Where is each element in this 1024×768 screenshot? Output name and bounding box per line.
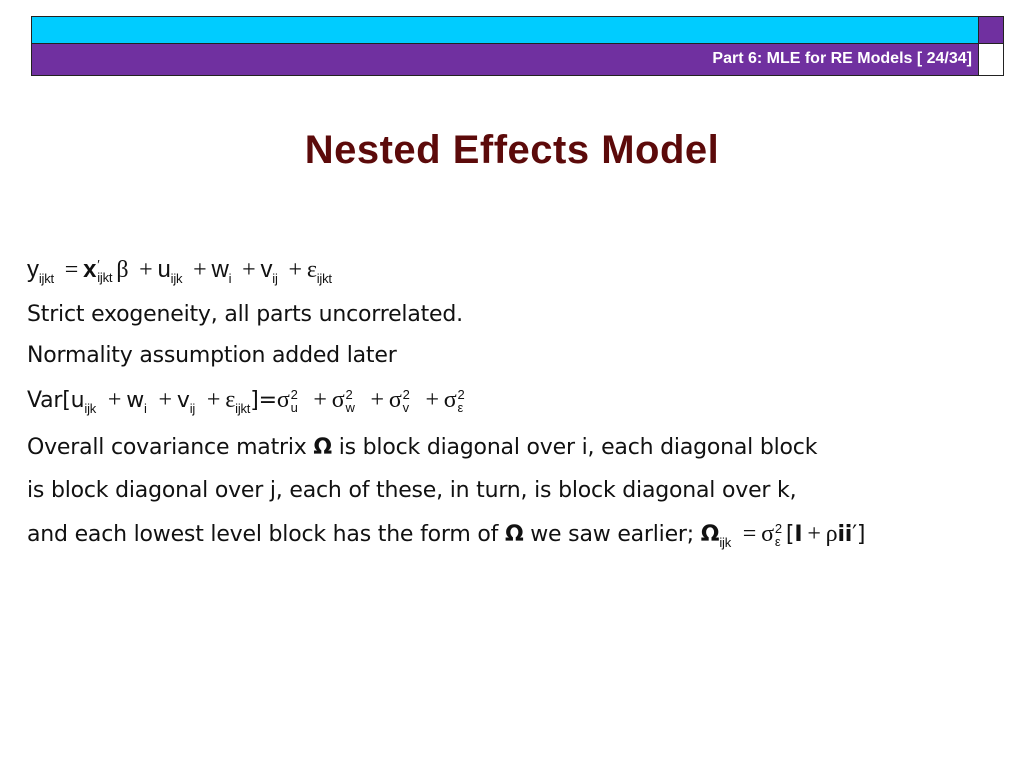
var-plus-2: + [158, 387, 172, 413]
var-sigma-3: σ [388, 387, 402, 413]
eq-x-scripts [97, 258, 112, 284]
var-w: w [126, 388, 145, 413]
var-plus-5: + [370, 387, 384, 413]
eq-epsilon-sub: ijkt [316, 271, 332, 286]
var-sigma-3-sub: v [402, 400, 409, 415]
omega-symbol: Ω [313, 435, 332, 460]
slide-title: Nested Effects Model [304, 128, 720, 172]
var-close: ]= [250, 388, 277, 413]
header-top-band [32, 17, 979, 44]
var-sigma-1: σ [276, 387, 290, 413]
line7-sigma-scripts [775, 522, 782, 548]
line7-sigma-sq: 2 [774, 521, 782, 536]
eq-u: u [157, 256, 171, 283]
line7-sigma: σ [761, 521, 774, 547]
line7-prime: ′ [852, 522, 857, 547]
eq-beta: β [116, 257, 129, 283]
text-block-diagonal: is block diagonal over j, each of these, in turn, is block diagonal over k, [27, 478, 797, 503]
rho-symbol: ρ [825, 521, 838, 547]
model-equation [27, 256, 332, 284]
var-sigma-1-sq: 2 [290, 387, 298, 402]
var-plus-6: + [425, 387, 439, 413]
line7-bracket-open: [ [785, 522, 795, 547]
slide-header [31, 16, 1004, 76]
var-sigma-4-sub: ε [457, 400, 464, 415]
header-bottom-band [32, 44, 979, 75]
var-plus-1: + [107, 387, 122, 413]
var-sigma-4-scripts [458, 388, 465, 414]
text-covariance-matrix [27, 435, 817, 460]
line7-bracket-close: ] [856, 522, 866, 547]
eq-plus-1: + [139, 257, 153, 283]
eq-x-prime: ′ [97, 257, 100, 273]
text-lowest-level-block [27, 521, 865, 548]
eq-w-sub: i [228, 271, 232, 286]
eq-plus-4: + [288, 257, 302, 283]
var-sigma-4: σ [443, 387, 457, 413]
header-slide-label: Part 6: MLE for RE Models [ 24/34] [712, 50, 972, 67]
eq-x-sub: ijkt [97, 270, 113, 286]
eq-y-sub: ijkt [38, 271, 54, 286]
var-sigma-2-sub: w [345, 400, 355, 415]
header-corner-block [979, 17, 1003, 44]
eq-w: w [211, 256, 229, 283]
eq-equals: = [64, 257, 79, 283]
omega-symbol-2: Ω [504, 522, 524, 547]
eq-epsilon: ε [306, 257, 317, 283]
var-sigma-1-sub: u [290, 400, 298, 415]
text-strict-exogeneity: Strict exogeneity, all parts uncorrelated. [27, 302, 463, 327]
line7-text-a: and each lowest level block has the form of [27, 522, 505, 547]
var-prefix: Var[u [27, 388, 85, 413]
var-sigma-2-scripts [346, 388, 355, 414]
var-v: v [176, 388, 190, 413]
eq-plus-3: + [242, 257, 256, 283]
var-sigma-4-sq: 2 [457, 387, 465, 402]
var-sigma-3-sq: 2 [402, 387, 410, 402]
text-normality: Normality assumption added later [27, 343, 397, 368]
var-u-sub: ijk [84, 401, 97, 416]
line7-sigma-sub: ε [774, 534, 781, 549]
var-sigma-3-scripts [403, 388, 410, 414]
line7-text-b: we saw earlier; [523, 522, 701, 547]
omega-symbol-3: Ω [700, 522, 720, 547]
header-corner-bottom [979, 44, 1003, 75]
eq-x: x [83, 256, 97, 283]
eq-u-sub: ijk [170, 271, 183, 286]
eq-y: y [27, 256, 39, 283]
var-plus-3: + [206, 387, 221, 413]
var-sigma-2-sq: 2 [345, 387, 353, 402]
line5-text-b: is block diagonal over i, each diagonal block [331, 435, 818, 460]
var-v-sub: ij [189, 401, 196, 416]
line7-plus: + [807, 521, 821, 547]
var-sigma-1-scripts [291, 388, 298, 414]
ones-vector: ii [837, 522, 853, 547]
eq-plus-2: + [193, 257, 207, 283]
var-w-sub: i [144, 401, 147, 416]
line5-text-a: Overall covariance matrix [27, 435, 314, 460]
var-plus-4: + [313, 387, 327, 413]
var-sigma-2: σ [331, 387, 345, 413]
variance-equation [27, 387, 469, 414]
line7-equals: = [742, 521, 757, 547]
var-epsilon: ε [225, 387, 236, 413]
identity-matrix: I [794, 522, 803, 547]
omega-sub: ijk [719, 535, 731, 550]
var-epsilon-sub: ijkt [235, 401, 251, 416]
eq-v-sub: ij [272, 271, 278, 286]
eq-v: v [260, 256, 273, 283]
